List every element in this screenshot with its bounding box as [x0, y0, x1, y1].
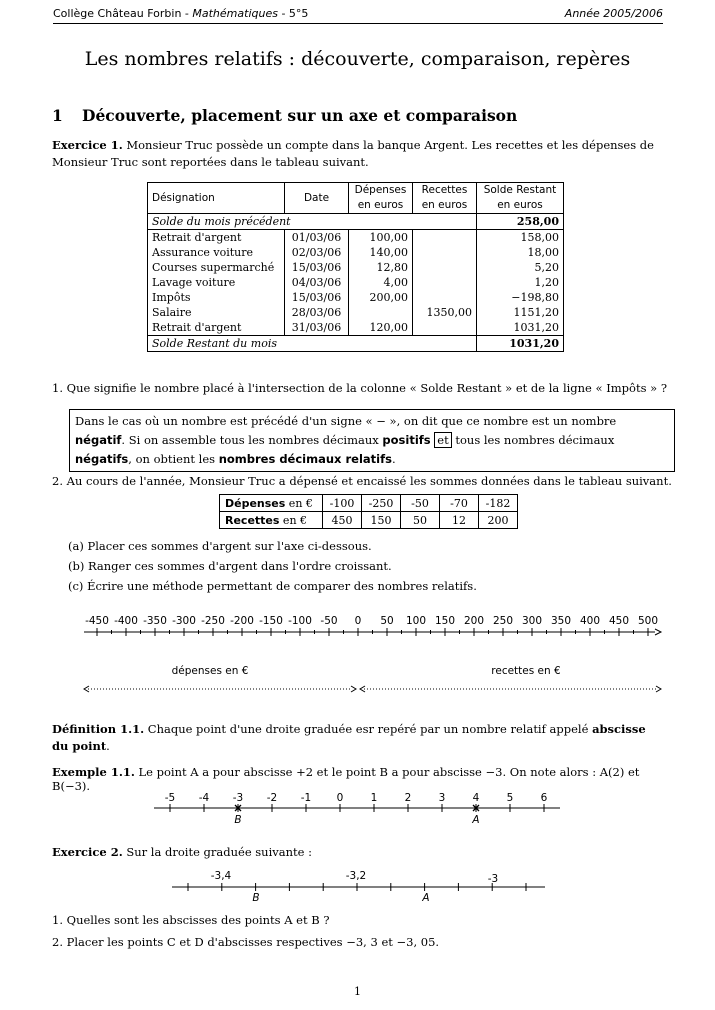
point-a-label: A	[422, 892, 430, 904]
table-row: Retrait d'argent 01/03/06 100,00 158,00	[148, 230, 564, 246]
question-1: 1. Que signifie le nombre placé à l'intersection de la colonne « Solde Restant » et de la ligne « Impôts » ?	[52, 381, 667, 395]
col-designation: Désignation	[148, 183, 285, 214]
tick-label: -2	[266, 792, 278, 804]
tick-label: -200	[230, 615, 254, 627]
subitem-a: (a) Placer ces sommes d'argent sur l'axe ci-dessous.	[68, 539, 372, 553]
tick-label: -3,4	[210, 870, 232, 882]
arrow-head	[656, 686, 661, 692]
tick-label: -3,2	[345, 870, 367, 882]
tick-label: 0	[354, 615, 362, 627]
dep-value: -182	[479, 495, 518, 512]
tick-label: 350	[550, 615, 572, 627]
page-number: 1	[354, 985, 361, 998]
rec-value: 450	[323, 512, 362, 529]
tick-label: -100	[288, 615, 312, 627]
table-row-end: Solde Restant du mois 1031,20	[148, 336, 564, 352]
table-row: Lavage voiture 04/03/06 4,00 1,20	[148, 275, 564, 290]
ex2-question-2: 2. Placer les points C et D d'abscisses respectives −3, 3 et −3, 05.	[52, 935, 440, 949]
tick-label: -5	[164, 792, 176, 804]
number-line-euros	[0, 610, 715, 705]
tick-label: 200	[463, 615, 485, 627]
tick-label: 50	[380, 615, 394, 627]
rec-value: 50	[401, 512, 440, 529]
tick-label: 0	[336, 792, 344, 804]
dep-value: -100	[323, 495, 362, 512]
definition-box: Dans le cas où un nombre est précédé d'un signe « − », on dit que ce nombre est un nombre négatif. Si on assemble tous les nombres décimaux positifs et tous les nombres décimaux négatifs, on obtient les nombres décimaux relatifs.	[69, 409, 675, 472]
tick-label: 1	[370, 792, 378, 804]
depenses-recettes-table: Dépenses en € -100 -250 -50 -70 -182 Recettes en € 450 150 50 12 200	[219, 494, 518, 529]
bank-table: Désignation Date Dépenses Recettes Solde Restant en euros en euros en euros Solde du mois précédent 258,00 Retrait d'argent 01/03/06 100,00 158,00 Assurance voiture 02/03/06 140,00 18,00 Courses supermarché 15/03/06 12,80 5,20 Lavage voiture 04/03/06 4,00 1,20 Impôts 15/03/06 200,00 −198,80 Salaire 28/03/06 1350,00 1151,20 Retrait d'argent 31/03/06 120,00 1031,20 Solde Restant du mois 1031,20	[147, 182, 564, 352]
tick-label: 450	[608, 615, 630, 627]
number-line-exercise-2	[0, 866, 715, 906]
table-row: Retrait d'argent 31/03/06 120,00 1031,20	[148, 320, 564, 336]
example-1-1: Exemple 1.1. Le point A a pour abscisse +2 et le point B a pour abscisse −3. On note alors : A(2) et B(−3).	[52, 765, 640, 793]
tick-label: -300	[172, 615, 196, 627]
section-heading: 1 Découverte, placement sur un axe et comparaison	[52, 106, 518, 125]
tick-label: 3	[438, 792, 446, 804]
point-b-label: B	[252, 892, 260, 904]
tick-label: -450	[85, 615, 109, 627]
tick-label: -4	[198, 792, 210, 804]
ex2-question-1: 1. Quelles sont les abscisses des points A et B ?	[52, 913, 330, 927]
table-row: Impôts 15/03/06 200,00 −198,80	[148, 290, 564, 305]
tick-label: -250	[201, 615, 225, 627]
exercice-2: Exercice 2. Sur la droite graduée suivante :	[52, 845, 312, 859]
col-date: Date	[285, 183, 349, 214]
tick-label: 5	[506, 792, 514, 804]
point_B-label: B	[234, 814, 242, 826]
subitem-b: (b) Ranger ces sommes d'argent dans l'ordre croissant.	[68, 559, 392, 573]
tick-label: 250	[492, 615, 514, 627]
tick-label: -400	[114, 615, 138, 627]
tick-label: 2	[404, 792, 412, 804]
dep-value: -70	[440, 495, 479, 512]
rec-value: 200	[479, 512, 518, 529]
table-row: Assurance voiture 02/03/06 140,00 18,00	[148, 245, 564, 260]
dep-value: -250	[362, 495, 401, 512]
axis-arrow	[655, 629, 661, 635]
definition-1-1: Définition 1.1. Chaque point d'une droite graduée esr repéré par un nombre relatif appelé abscisse du point.	[52, 722, 646, 753]
tick-label: -50	[320, 615, 338, 627]
depenses-label: dépenses en €	[171, 665, 249, 677]
tick-label: 400	[579, 615, 601, 627]
rec-value: 12	[440, 512, 479, 529]
header-left: Collège Château Forbin - Mathématiques - 5°5	[53, 7, 309, 20]
question-2: 2. Au cours de l'année, Monsieur Truc a dépensé et encaissé les sommes données dans le tableau suivant.	[52, 474, 672, 488]
tick-label: -3	[487, 873, 499, 885]
point_A-label: A	[472, 814, 480, 826]
exercice-1: Exercice 1. Monsieur Truc possède un compte dans la banque Argent. Les recettes et les dépenses de Monsieur Truc sont reportées dans le tableau suivant.	[52, 138, 654, 169]
number-line-example	[0, 788, 715, 828]
tick-label: 100	[405, 615, 427, 627]
tick-label: 150	[434, 615, 456, 627]
page-header	[53, 6, 663, 24]
tick-label: -3	[232, 792, 244, 804]
tick-label: 4	[472, 792, 480, 804]
tick-label: 500	[637, 615, 659, 627]
rec-value: 150	[362, 512, 401, 529]
header-right: Année 2005/2006	[564, 7, 663, 20]
tick-label: 300	[521, 615, 543, 627]
arrow-head	[351, 686, 356, 692]
tick-label: -150	[259, 615, 283, 627]
tick-label: -1	[300, 792, 312, 804]
table-row-previous: Solde du mois précédent 258,00	[148, 214, 564, 230]
subitem-c: (c) Écrire une méthode permettant de comparer des nombres relatifs.	[68, 579, 477, 593]
table-row: Salaire 28/03/06 1350,00 1151,20	[148, 305, 564, 320]
tick-label: -350	[143, 615, 167, 627]
dep-value: -50	[401, 495, 440, 512]
tick-label: 6	[540, 792, 548, 804]
page-title: Les nombres relatifs : découverte, comparaison, repères	[84, 48, 631, 70]
table-row: Courses supermarché 15/03/06 12,80 5,20	[148, 260, 564, 275]
et-boxed: et	[434, 432, 451, 448]
recettes-label: recettes en €	[491, 665, 561, 677]
